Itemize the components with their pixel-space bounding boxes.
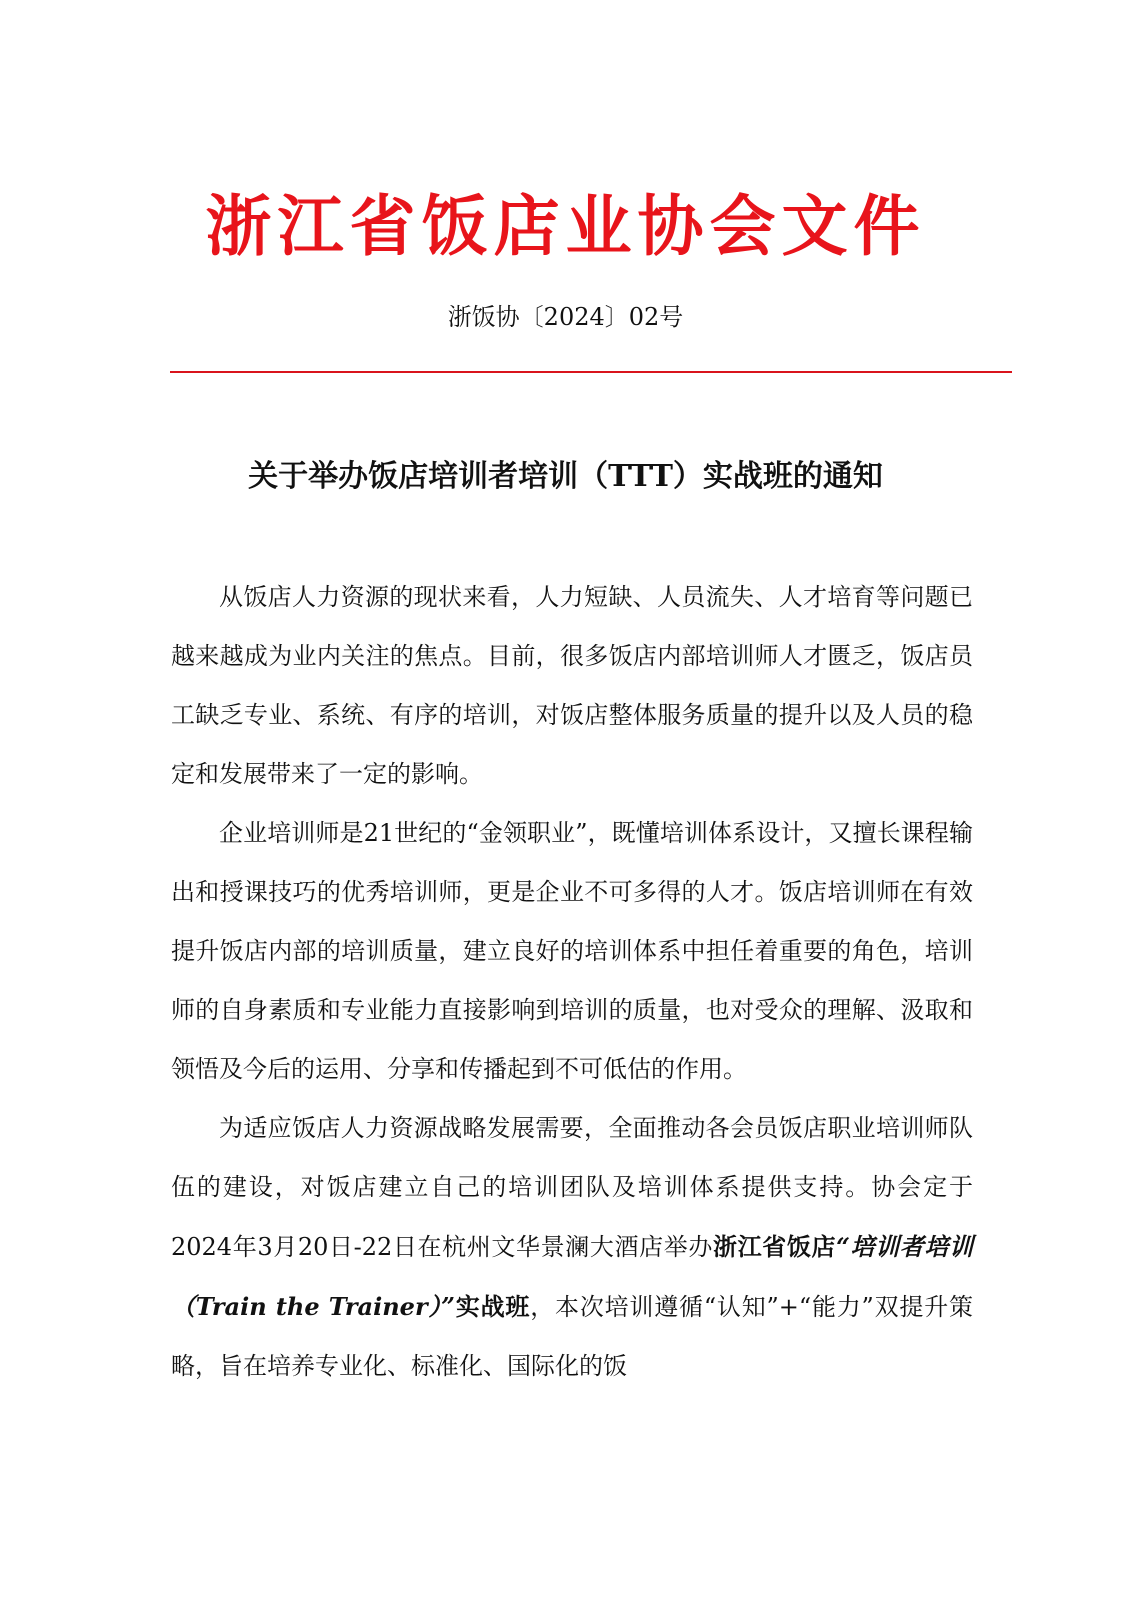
document-number: 浙饭协〔2024〕02号: [447, 303, 684, 331]
notice-title: 关于举办饭店培训者培训（TTT）实战班的通知: [248, 459, 883, 494]
training-name-bold-b: 实战班: [455, 1292, 531, 1321]
paragraph-3-text-b: ，本次培训遵循“认知”+“能力”双提升策略，旨在培养专业化、标准化、国际化的饭: [171, 1293, 974, 1380]
paragraph-2: 企业培训师是21世纪的“金领职业”，既懂培训体系设计，又擅长课程输出和授课技巧的优秀培训师，更是企业不可多得的人才。饭店培训师在有效提升饭店内部的培训质量，建立良好的培训体系中担任着重要的角色，培训师的自身素质和专业能力直接影响到培训的质量，也对受众的理解、汲取和领悟及今后的运用、分享和传播起到不可低估的作用。: [171, 819, 973, 1083]
org-document-title: 浙江省饭店业协会文件: [205, 187, 926, 265]
paragraph-1: 从饭店人力资源的现状来看，人力短缺、人员流失、人才培育等问题已越来越成为业内关注的焦点。目前，很多饭店内部培训师人才匮乏，饭店员工缺乏专业、系统、有序的培训，对饭店整体服务质量的提升以及人员的稳定和发展带来了一定的影响。: [171, 583, 973, 788]
red-divider-line: [170, 371, 1012, 373]
training-name-bold-a: 浙江省饭店: [712, 1232, 837, 1261]
paragraph-3-text-a: 为适应饭店人力资源战略发展需要，全面推动各会员饭店职业培训师队伍的建设，对饭店建立自己的培训团队及培训体系提供支持。协会定于2024年3月20日-22日在杭州文华景澜大酒店举办: [171, 1114, 973, 1261]
training-name-bold-italic: “培训者培训（Train the Trainer）”: [171, 1232, 973, 1321]
paragraph-3: [171, 1099, 973, 1396]
notice-body: [171, 568, 973, 1396]
